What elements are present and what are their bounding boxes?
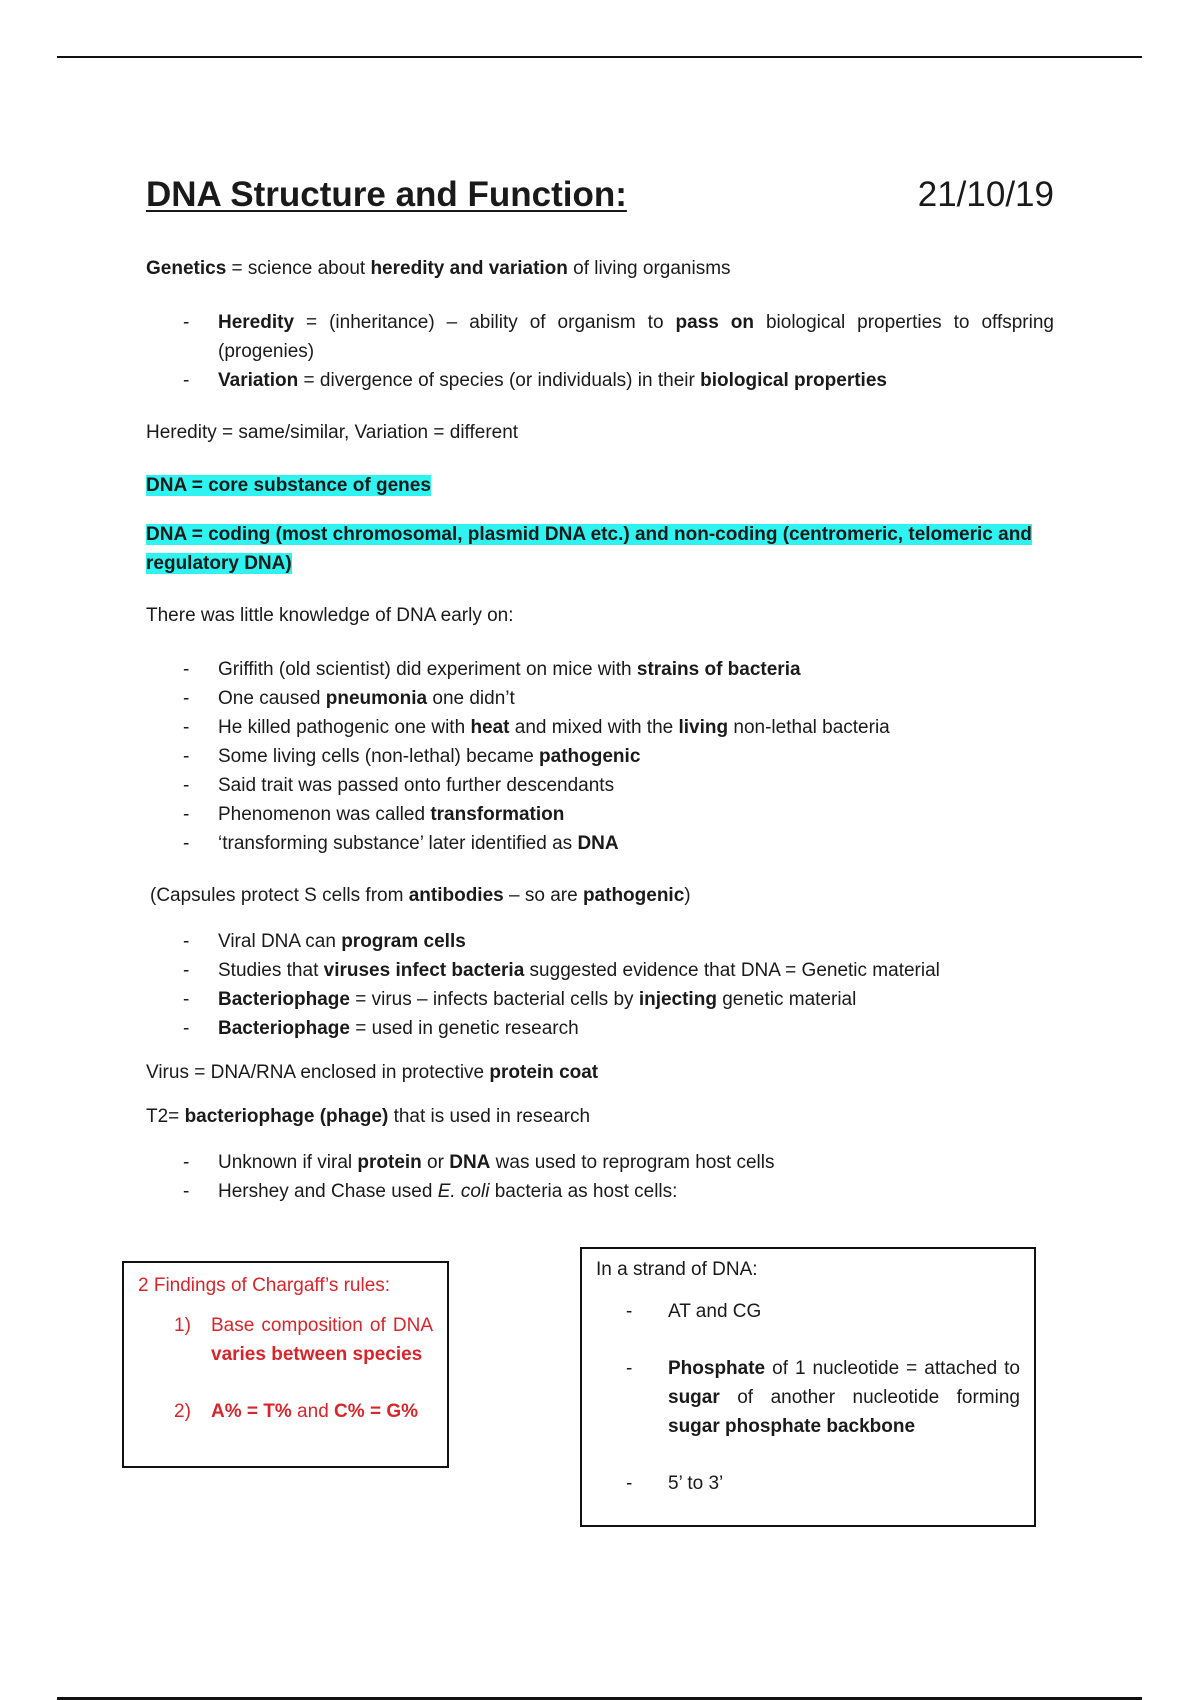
virus-definition [146,1058,1054,1087]
text-span: = used in genetic research [349,1018,579,1039]
list-item [218,684,1054,713]
strand-box-title: In a strand of DNA: [596,1259,758,1280]
bold-span: pathogenic [582,885,685,906]
list-item [218,927,1054,956]
bold-span: sugar phosphate backbone [668,1416,916,1437]
text-span: Said trait was passed onto further descendants [218,775,615,796]
list-item [138,1311,433,1369]
heredity-variation-list [146,308,1054,395]
text-span: ‘transforming substance’ later identified as [218,833,578,854]
text-span: DNA = coding (most chromosomal, plasmid DNA etc.) and non-coding (centromeric, telomeric and regulatory DNA) [146,524,1032,574]
text-span: Some living cells (non-lethal) became [218,746,540,767]
bold-span: heredity and variation [370,258,568,279]
chargaff-findings-list [138,1311,433,1426]
bold-span: Bacteriophage [218,1018,350,1039]
text-span: ) [684,885,691,906]
text-span: T2= [146,1106,185,1127]
text-span: Virus = DNA/RNA enclosed in protective [146,1062,490,1083]
list-item: - 5’ to 3’ [668,1469,1020,1498]
text-span: Griffith (old scientist) did experiment on mice with [218,659,637,680]
highlight-coding-noncoding [146,520,1054,578]
list-item: - AT and CG [668,1297,1020,1326]
text-span: and mixed with the [509,717,679,738]
list-item [668,1354,1020,1441]
bold-span: viruses infect bacteria [323,960,525,981]
top-rule [57,56,1142,58]
griffith-experiment-list [146,655,1054,858]
hershey-chase-list [146,1148,1054,1206]
text-span: that is used in research [388,1106,591,1127]
bold-span: pathogenic [539,746,641,767]
t2-definition [146,1102,1054,1131]
bold-span: DNA [577,833,619,854]
text-span: non-lethal bacteria [728,717,890,738]
bold-span: C% = G% [334,1401,418,1422]
bold-span: Variation [218,370,299,391]
bold-span: antibodies [408,885,504,906]
text-span: or [421,1152,450,1173]
list-item [218,1148,1054,1177]
list-item [138,1397,433,1426]
genetics-term: Genetics [146,258,227,279]
list-item [218,956,1054,985]
text-span: = virus – infects bacterial cells by [349,989,639,1010]
list-item [218,1177,1054,1206]
text-span: was used to reprogram host cells [490,1152,775,1173]
bold-span: varies between species [211,1344,423,1365]
text-span: (Capsules protect S cells from [150,885,409,906]
list-item [218,655,1054,684]
text-span: of 1 nucleotide = attached to [765,1358,1020,1379]
bold-span: protein coat [489,1062,599,1083]
text-span: one didn’t [427,688,515,709]
text-span: = science about [226,258,371,279]
bold-span: program cells [341,931,466,952]
text-span: bacteria as host cells: [489,1181,678,1202]
highlight-core-substance [146,471,1054,500]
text-span: Unknown if viral [218,1152,358,1173]
text-span: = (inheritance) – ability of organism to [294,312,676,333]
text-span: of living organisms [567,258,731,279]
text-span: = divergence of species (or individuals) in their [298,370,701,391]
text-span: Studies that [218,960,324,981]
bold-span: heat [470,717,510,738]
bold-span: pass on [675,312,754,333]
title-row [146,170,1054,222]
bold-span: biological properties [700,370,887,391]
bold-span: Phosphate [668,1358,766,1379]
text-span: suggested evidence that DNA = Genetic material [524,960,940,981]
list-item [218,800,1054,829]
chargaff-box-title: 2 Findings of Chargaff’s rules: [138,1275,391,1296]
list-number: 2) [174,1401,191,1422]
text-span: – so are [503,885,583,906]
little-knowledge-intro: There was little knowledge of DNA early on: [146,605,514,626]
list-item [218,308,1054,366]
text-span: and [291,1401,335,1422]
bold-span: pneumonia [325,688,428,709]
genetics-definition [146,254,1054,283]
text-span: Hershey and Chase used [218,1181,438,1202]
list-item [218,742,1054,771]
bold-span: living [678,717,729,738]
text-span: Base composition of DNA [211,1315,433,1336]
text-span: of another nucleotide forming [719,1387,1020,1408]
list-item [218,1014,1054,1043]
bold-span: Bacteriophage [218,989,350,1010]
bold-span: protein [357,1152,422,1173]
text-span: One caused [218,688,326,709]
list-item [218,713,1054,742]
list-item [218,771,1054,800]
list-item [218,829,1054,858]
bold-span: A% = T% [211,1401,292,1422]
text-span: DNA = core substance of genes [146,475,431,496]
bold-span: DNA [449,1152,491,1173]
document-body [146,170,1054,1206]
page-date: 21/10/19 [917,175,1054,214]
capsules-note [146,881,1054,910]
chargaff-rules-box [122,1261,449,1468]
list-item [218,366,1054,395]
text-span: biological properties to offspring (progenies) [218,312,1054,362]
viral-dna-list [146,927,1054,1043]
text-span: He killed pathogenic one with [218,717,471,738]
heredity-note: Heredity = same/similar, Variation = different [146,422,519,443]
strand-facts-list [596,1297,1020,1498]
page-title: DNA Structure and Function: [146,175,627,214]
list-number: 1) [174,1315,191,1336]
text-span: Phenomenon was called [218,804,431,825]
text-span: genetic material [716,989,857,1010]
bold-span: strains of bacteria [636,659,801,680]
dna-strand-box [580,1247,1036,1527]
bold-span: injecting [638,989,717,1010]
bold-span: sugar [668,1387,720,1408]
bold-span: Heredity [218,312,295,333]
bold-span: bacteriophage (phage) [184,1106,389,1127]
italic-span: E. coli [437,1181,490,1202]
bold-span: transformation [430,804,565,825]
list-item [218,985,1054,1014]
text-span: Viral DNA can [218,931,342,952]
